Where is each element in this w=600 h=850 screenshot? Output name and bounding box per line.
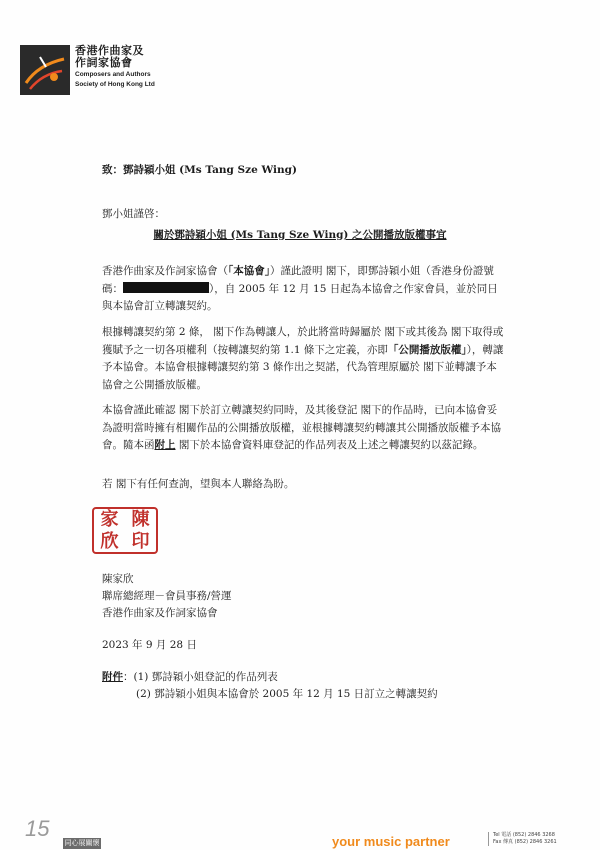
signatory-title: 聯席總經理－會員事務/營運 xyxy=(102,590,232,602)
paragraph3-part2: 閣下於本協會資料庫登記的作品列表及上述之轉讓契約以茲記錄。 xyxy=(175,439,484,451)
paragraph2-part1: 根據轉讓契約第 2 條， 閣下作為轉讓人，於此將當時歸屬於 閣下或其後為 閣下取得或獲賦予之一切各項權利（按轉讓契約第 1.1 條下之定義，亦即 xyxy=(102,326,504,356)
footer-tel: Tel 電話 (852) 2846 3268 xyxy=(493,832,555,838)
footer-tagline: your music partner xyxy=(332,834,450,849)
footer-contact xyxy=(488,832,557,846)
letter-date: 2023 年 9 月 28 日 xyxy=(102,639,197,651)
seal-char: 家 xyxy=(100,509,119,530)
letter-subject: 關於鄧詩穎小姐 (Ms Tang Sze Wing) 之公開播放版權事宜 xyxy=(153,229,447,241)
attachment-item-2: (2) 鄧詩穎小姐與本協會於 2005 年 12 月 15 日訂立之轉讓契約 xyxy=(136,688,438,700)
logo-zh-line1: 香港作曲家及 xyxy=(75,45,144,57)
paragraph1-part1: 香港作曲家及作詞家協會（ xyxy=(102,265,228,277)
paragraph2-term: 「公開播放版權」 xyxy=(387,343,467,356)
seal-char: 欣 xyxy=(100,531,119,552)
paragraph2-part2: ），轉讓予本協會。本協會根據轉讓契約第 3 條作出之契諾，代為管理原屬於 閣下並轉讓予本協會之公開播放版權。 xyxy=(102,343,504,391)
logo-zh-line2: 作詞家協會 xyxy=(75,57,133,69)
attachments-label: 附件 xyxy=(102,671,123,683)
logo-en-line1: Composers and Authors xyxy=(75,71,151,78)
logo-wordmark xyxy=(75,45,155,89)
paragraph-confirmation xyxy=(102,402,504,455)
signature-seal xyxy=(92,507,158,554)
logo-en-line2: Society of Hong Kong Ltd xyxy=(75,81,155,88)
cash-logo-mark-icon xyxy=(20,45,70,95)
signatory-org: 香港作曲家及作詞家協會 xyxy=(102,607,218,619)
paragraph-certification xyxy=(102,263,504,316)
paragraph1-part2: ）謹此證明 閣下，即鄧詩穎小姐（香港身份證號碼： xyxy=(102,265,494,295)
paragraph1-part3: ），自 2005 年 12 月 15 日起為本協會之作家會員，並於同日與本協會訂立轉讓契約。 xyxy=(102,282,498,312)
signatory-name: 陳家欣 xyxy=(102,573,134,585)
seal-char: 陳 xyxy=(131,509,150,530)
seal-char: 印 xyxy=(131,531,150,552)
salutation: 鄧小姐謹啓： xyxy=(102,208,165,220)
paragraph3-term: 附上 xyxy=(154,439,176,451)
attachments-line1 xyxy=(102,669,278,686)
paragraph-assignment xyxy=(102,324,504,394)
caring-badge: 同心展關懷 xyxy=(64,839,100,847)
redacted-id-number xyxy=(123,282,209,293)
attachment-item-1: ：(1) 鄧詩穎小姐登記的作品列表 xyxy=(123,671,278,683)
recipient-line: 致：鄧詩穎小姐 (Ms Tang Sze Wing) xyxy=(102,164,297,176)
footer-fax: Fax 傳真 (852) 2846 3261 xyxy=(493,839,557,845)
anniversary-mark: 15 xyxy=(25,816,50,841)
cash-logo xyxy=(20,45,155,95)
paragraph1-term: 「本協會」 xyxy=(228,265,270,277)
closing-line: 若 閣下有任何查詢，望與本人聯絡為盼。 xyxy=(102,478,295,490)
paragraph3-part1: 本協會謹此確認 閣下於訂立轉讓契約同時，及其後登記 閣下的作品時，已向本協會妥為證明當時擁有相關作品的公開播放版權，並根據轉讓契約轉讓其公開播放版權予本協會。隨本函 xyxy=(102,404,501,451)
